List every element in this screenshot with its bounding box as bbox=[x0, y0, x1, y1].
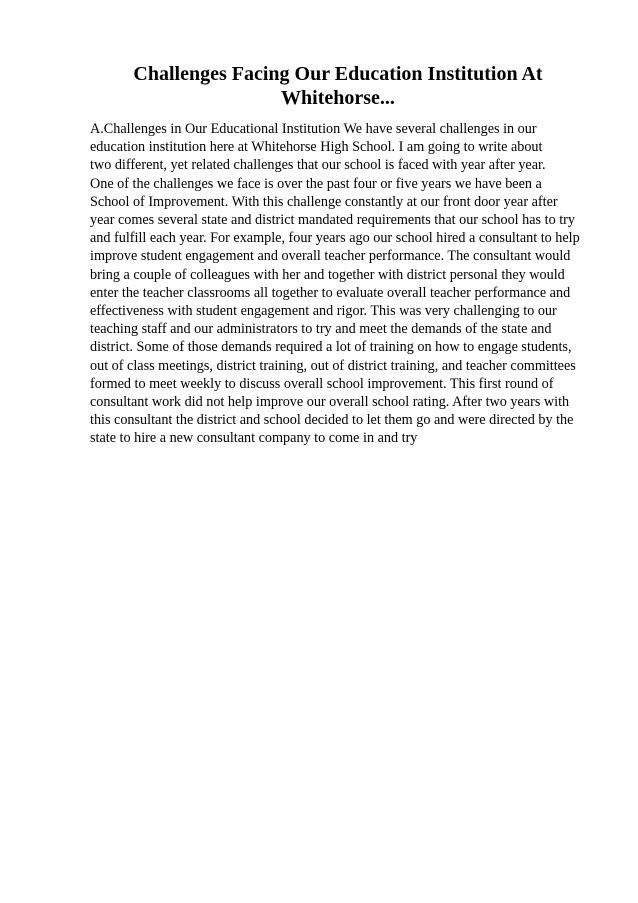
body-line: improve student engagement and overall teacher performance. The consultant would bbox=[90, 248, 571, 265]
document-title bbox=[88, 62, 588, 110]
body-line: education institution here at Whitehorse High School. I am going to write about bbox=[90, 139, 543, 156]
title-line: Challenges Facing Our Education Institution At bbox=[133, 63, 543, 85]
body-line: One of the challenges we face is over the past four or five years we have been a bbox=[90, 175, 542, 192]
body-line: consultant work did not help improve our overall school rating. After two years with bbox=[90, 394, 570, 411]
body-line: bring a couple of colleagues with her and together with district personal they would bbox=[90, 266, 565, 283]
document-body bbox=[90, 120, 610, 448]
body-line: effectiveness with student engagement and rigor. This was very challenging to our bbox=[90, 303, 557, 320]
title-line: Whitehorse... bbox=[281, 87, 395, 109]
body-line: teaching staff and our administrators to try and meet the demands of the state and bbox=[90, 321, 552, 338]
body-line: district. Some of those demands required a lot of training on how to engage students, bbox=[90, 339, 572, 356]
body-line: state to hire a new consultant company to come in and try bbox=[90, 430, 418, 447]
body-line: enter the teacher classrooms all together to evaluate overall teacher performance and bbox=[90, 284, 571, 301]
body-line: School of Improvement. With this challenge constantly at our front door year after bbox=[90, 193, 558, 210]
body-line: A.Challenges in Our Educational Institution We have several challenges in our bbox=[90, 121, 537, 137]
body-line: this consultant the district and school decided to let them go and were directed by the bbox=[90, 412, 574, 429]
body-line: formed to meet weekly to discuss overall school improvement. This first round of bbox=[90, 375, 554, 392]
body-line: two different, yet related challenges that our school is faced with year after year. bbox=[90, 157, 546, 174]
body-line: year comes several state and district mandated requirements that our school has to try bbox=[90, 212, 575, 229]
body-line: out of class meetings, district training, out of district training, and teacher committees bbox=[90, 357, 576, 374]
body-line: and fulfill each year. For example, four years ago our school hired a consultant to help bbox=[90, 230, 580, 247]
